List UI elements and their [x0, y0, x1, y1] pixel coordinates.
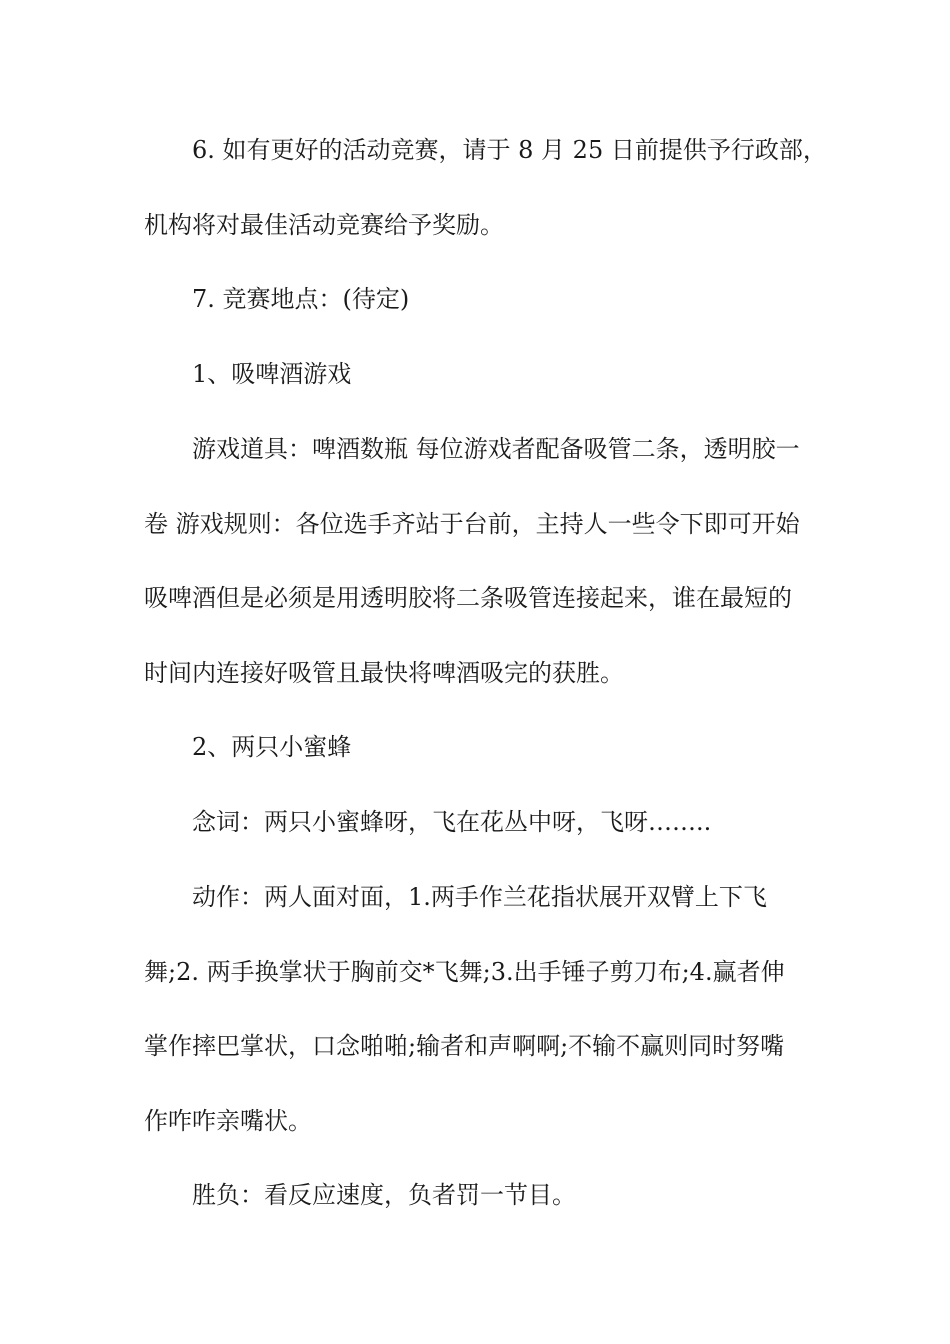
text-line: 动作：两人面对面，1.两手作兰花指状展开双臂上下飞: [192, 883, 767, 911]
text-line: 1、吸啤酒游戏: [192, 360, 352, 388]
text-line: 作咋咋亲嘴状。: [144, 1106, 312, 1135]
section-heading-game-2: [0, 710, 950, 785]
text-line: 时间内连接好吸管且最快将啤酒吸完的获胜。: [144, 658, 624, 687]
text-line: 2、两只小蜜蜂: [192, 733, 352, 761]
paragraph-item-6: [0, 113, 950, 262]
text-line: 7. 竞赛地点：(待定): [192, 285, 410, 313]
paragraph-game-1-body: [0, 412, 950, 710]
paragraph-game-2-actions: [0, 860, 950, 1158]
text-line: 胜负：看反应速度，负者罚一节目。: [192, 1181, 576, 1209]
text-line: 掌作摔巴掌状，口念啪啪;输者和声啊啊;不输不赢则同时努嘴: [144, 1032, 785, 1061]
text-line: 游戏道具：啤酒数瓶 每位游戏者配备吸管二条，透明胶一: [192, 435, 800, 463]
section-heading-game-1: [0, 337, 950, 412]
text-line: 念词：两只小蜜蜂呀，飞在花丛中呀，飞呀……..: [192, 808, 712, 836]
text-line: 6. 如有更好的活动竞赛，请于 8 月 25 日前提供予行政部，: [192, 136, 827, 164]
text-line: 卷 游戏规则：各位选手齐站于台前，主持人一些令下即可开始: [144, 509, 800, 538]
text-line: 舞;2. 两手换掌状于胸前交*飞舞;3.出手锤子剪刀布;4.赢者伸: [144, 957, 785, 986]
paragraph-game-2-chant: [0, 785, 950, 860]
paragraph-game-2-result: [0, 1158, 950, 1233]
text-line: 机构将对最佳活动竞赛给予奖励。: [144, 210, 504, 239]
paragraph-item-7: [0, 262, 950, 337]
text-line: 吸啤酒但是必须是用透明胶将二条吸管连接起来，谁在最短的: [144, 584, 792, 613]
